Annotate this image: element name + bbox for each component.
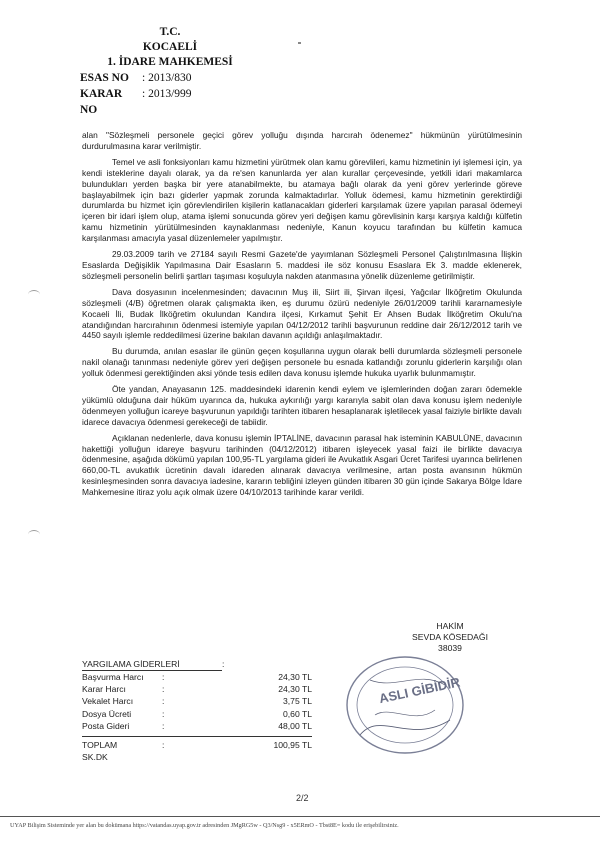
- karar-value: : 2013/999: [142, 88, 192, 100]
- judge-title: HAKİM: [436, 621, 464, 631]
- cost-label: Dosya Ücreti: [82, 708, 132, 719]
- judge-name: SEVDA KÖSEDAĞI: [412, 632, 488, 642]
- cost-label: Başvurma Harcı: [82, 672, 144, 682]
- cost-amount: 48,00 TL: [278, 720, 312, 731]
- cost-label: Vekalet Harcı: [82, 696, 134, 707]
- decision-body: [82, 130, 522, 503]
- total-colon: :: [162, 740, 165, 751]
- total-label: TOPLAM: [82, 740, 118, 751]
- cost-label: Posta Gideri: [82, 720, 130, 731]
- esas-row: [80, 70, 260, 86]
- cost-amount: 0,60 TL: [283, 708, 312, 719]
- cost-row: [82, 720, 312, 732]
- judge-number: 38039: [438, 643, 462, 653]
- paragraph: Açıklanan nedenlerle, dava konusu işlemin İPTALİNE, davacının parasal hak isteminin KABULÜNE, davacının hakettiği yolluğun idareye başvuru tarihinden (04/12/2012) itibaren işleyecek yasal faizi ile birlikte davacıya ödenmesine, aşağıda dökümü yapılan 100,95-TL yargılama gideri ile Avukatlık Asgari Ücret Tarifesi uyarınca belirlenen 660,00-TL avukatlık ücretinin davalı idareden alınarak davacıya verilmesine, artan posta avansının hükmün kesinleşmesinden sonra davacıya iadesine, kararın tebliğini izleyen günden itibaren 30 gün içinde Sakarya Bölge İdare Mahkemesine itiraz yolu açık olmak üzere 04/10/2013 tarihinde karar verildi.: [82, 432, 522, 498]
- stamp-text: ASLI GİBİDİR: [377, 674, 462, 707]
- cost-colon: :: [162, 696, 165, 707]
- country-label: T.C.: [159, 26, 181, 38]
- cost-amount: 24,30 TL: [278, 684, 312, 695]
- total-amount: 100,95 TL: [273, 740, 312, 751]
- paragraph: Dava dosyasının incelenmesinden; davacının Muş ili, Siirt ili, Şirvan ilçesi, Yağcılar İlköğretim Okulunda sözleşmeli (4/B) öğretmen olarak çalışmakta iken, eş durumu özürü nedeniyle 26/01/2009 tarihli kararnamesiyle Kocaeli İli, Budak İlköğretim okulundan Kandıra ilçesi, Kırkamut Şehit Er Ahsen Budak İlköğretim Okulu'na atandığından harcırahının ödenmesi istemiyle yapılan 04/12/2012 tarihli başvurunun reddine dair 26/12/2012 tarih ve 4450 sayılı işlemle reddedilmesi üzerine bakılan davanın açıldığı anlaşılmaktadır.: [82, 286, 522, 341]
- sk-dk-label: SK.DK: [82, 752, 108, 763]
- costs-title-colon: :: [222, 659, 225, 669]
- uyap-footer: UYAP Bilişim Sisteminde yer alan bu dokümana https://vatandas.uyap.gov.tr adresinden JMgRG5w - Q3/Nsg9 - x5ERmO - Tbst8E= kodu ile erişebilirsiniz.: [10, 822, 399, 829]
- paragraph: Bu durumda, anılan esaslar ile günün geçen koşullarına uygun olarak belli durumlarda sözleşmeli personele nakil olanağı tanınması nedeniyle görev yeri değişen personele bu esnada katlandığı zorunlu giderlerin karşılığı olan yolluk ödenmesi gerektiğinden aksi yönde tesis edilen dava konusu işlemde hukuka uyarlık bulunmamıştır.: [82, 346, 522, 379]
- cost-row: [82, 708, 312, 720]
- costs-title: YARGILAMA GİDERLERİ: [82, 659, 222, 671]
- cost-label: Karar Harcı: [82, 684, 126, 695]
- costs-divider: [82, 736, 312, 737]
- punch-hole-mark: [28, 290, 40, 299]
- official-stamp: [340, 650, 470, 760]
- esas-value: : 2013/830: [142, 72, 192, 84]
- cost-row: [82, 671, 312, 683]
- footer-divider: [0, 816, 600, 817]
- cost-row: [82, 683, 312, 695]
- paragraph: Temel ve asli fonksiyonları kamu hizmetini yürütmek olan kamu görevlileri, kamu hizmetinin iyi işlemesi için, ya kendi isteklerine dayalı olarak, ya da re'sen kanunlarda yer alan kurallar çerçevesinde, yetkili idari makamlarca bulundukları yerden başka bir yere atanabilmekte, bu atamaya bağlı olarak da yeni görev yerlerinde göreve başlayabilmek için bazı giderler yapmak zorunda kalmaktadırlar. Yolluk ödemesi, kamu hizmetinin gerektirdiği durumlarda bu hizmet için görevlendirilen kişilerin katlanacakları giderleri karşılamak üzere yapılan parasal ödemeyi içeren bir idari işlem olup, atama işlemi sonucunda görev yeri değişen kamu görevlisinin karşı karşıya kaldığı külfetin kamu hizmetinin yürütülmesinden kaynaklanması nedeniyle, Kanun koyucu tarafından bu külfetin kamuca karşılanması amacıyla yasal düzenlemeler yapılmıştır.: [82, 156, 522, 244]
- cost-colon: :: [162, 708, 165, 719]
- city-label: KOCAELİ: [142, 41, 198, 53]
- scan-speck: [298, 42, 301, 44]
- karar-label: KARAR NO: [80, 88, 123, 116]
- cost-amount: 24,30 TL: [278, 672, 312, 682]
- esas-label: ESAS NO: [80, 72, 129, 84]
- court-name: 1. İDARE MAHKEMESİ: [107, 56, 233, 68]
- document-header: [80, 25, 260, 118]
- paragraph: 29.03.2009 tarih ve 27184 sayılı Resmi Gazete'de yayımlanan Sözleşmeli Personel Çalıştırılmasına İlişkin Esaslarda Değişiklik Yapılmasına Dair Esasların 5. maddesi ile söz konusu Esaslara Ek 3. madde eklenerek, sözleşmeli personelin belirli şartları taşıması koşuluyla nakden atanmasına yönelik düzenleme getirilmiştir.: [82, 249, 522, 281]
- costs-table: [82, 659, 312, 763]
- cost-colon: :: [162, 720, 165, 731]
- cost-total-row: [82, 739, 312, 751]
- paragraph: Öte yandan, Anayasanın 125. maddesindeki idarenin kendi eylem ve işlemlerinden doğan zararı ödemekle yükümlü olduğuna dair hüküm uyarınca da, hukuka aykırılığı yargı kararıyla sabit olan dava konusu işlem nedeniyle ödenmeyen yolluğun icareye başvurunun yapıldığı tarihten itibaren hesaplanarak işletilecek yasal faiziyle birlikte davalı idarece davacıya ödenmesi gerekeceği de tabiidir.: [82, 384, 522, 427]
- cost-colon: :: [162, 672, 165, 682]
- cost-colon: :: [162, 684, 165, 695]
- cost-row: [82, 695, 312, 707]
- paragraph: alan "Sözleşmeli personele geçici görev yolluğu dışında harcırah ödenemez" hükmünün yürütülmesinin durdurulmasına karar verilmiştir.: [82, 130, 522, 151]
- karar-row: [80, 86, 260, 118]
- page-number: 2/2: [296, 793, 309, 803]
- punch-hole-mark: [28, 530, 40, 539]
- cost-amount: 3,75 TL: [283, 696, 312, 707]
